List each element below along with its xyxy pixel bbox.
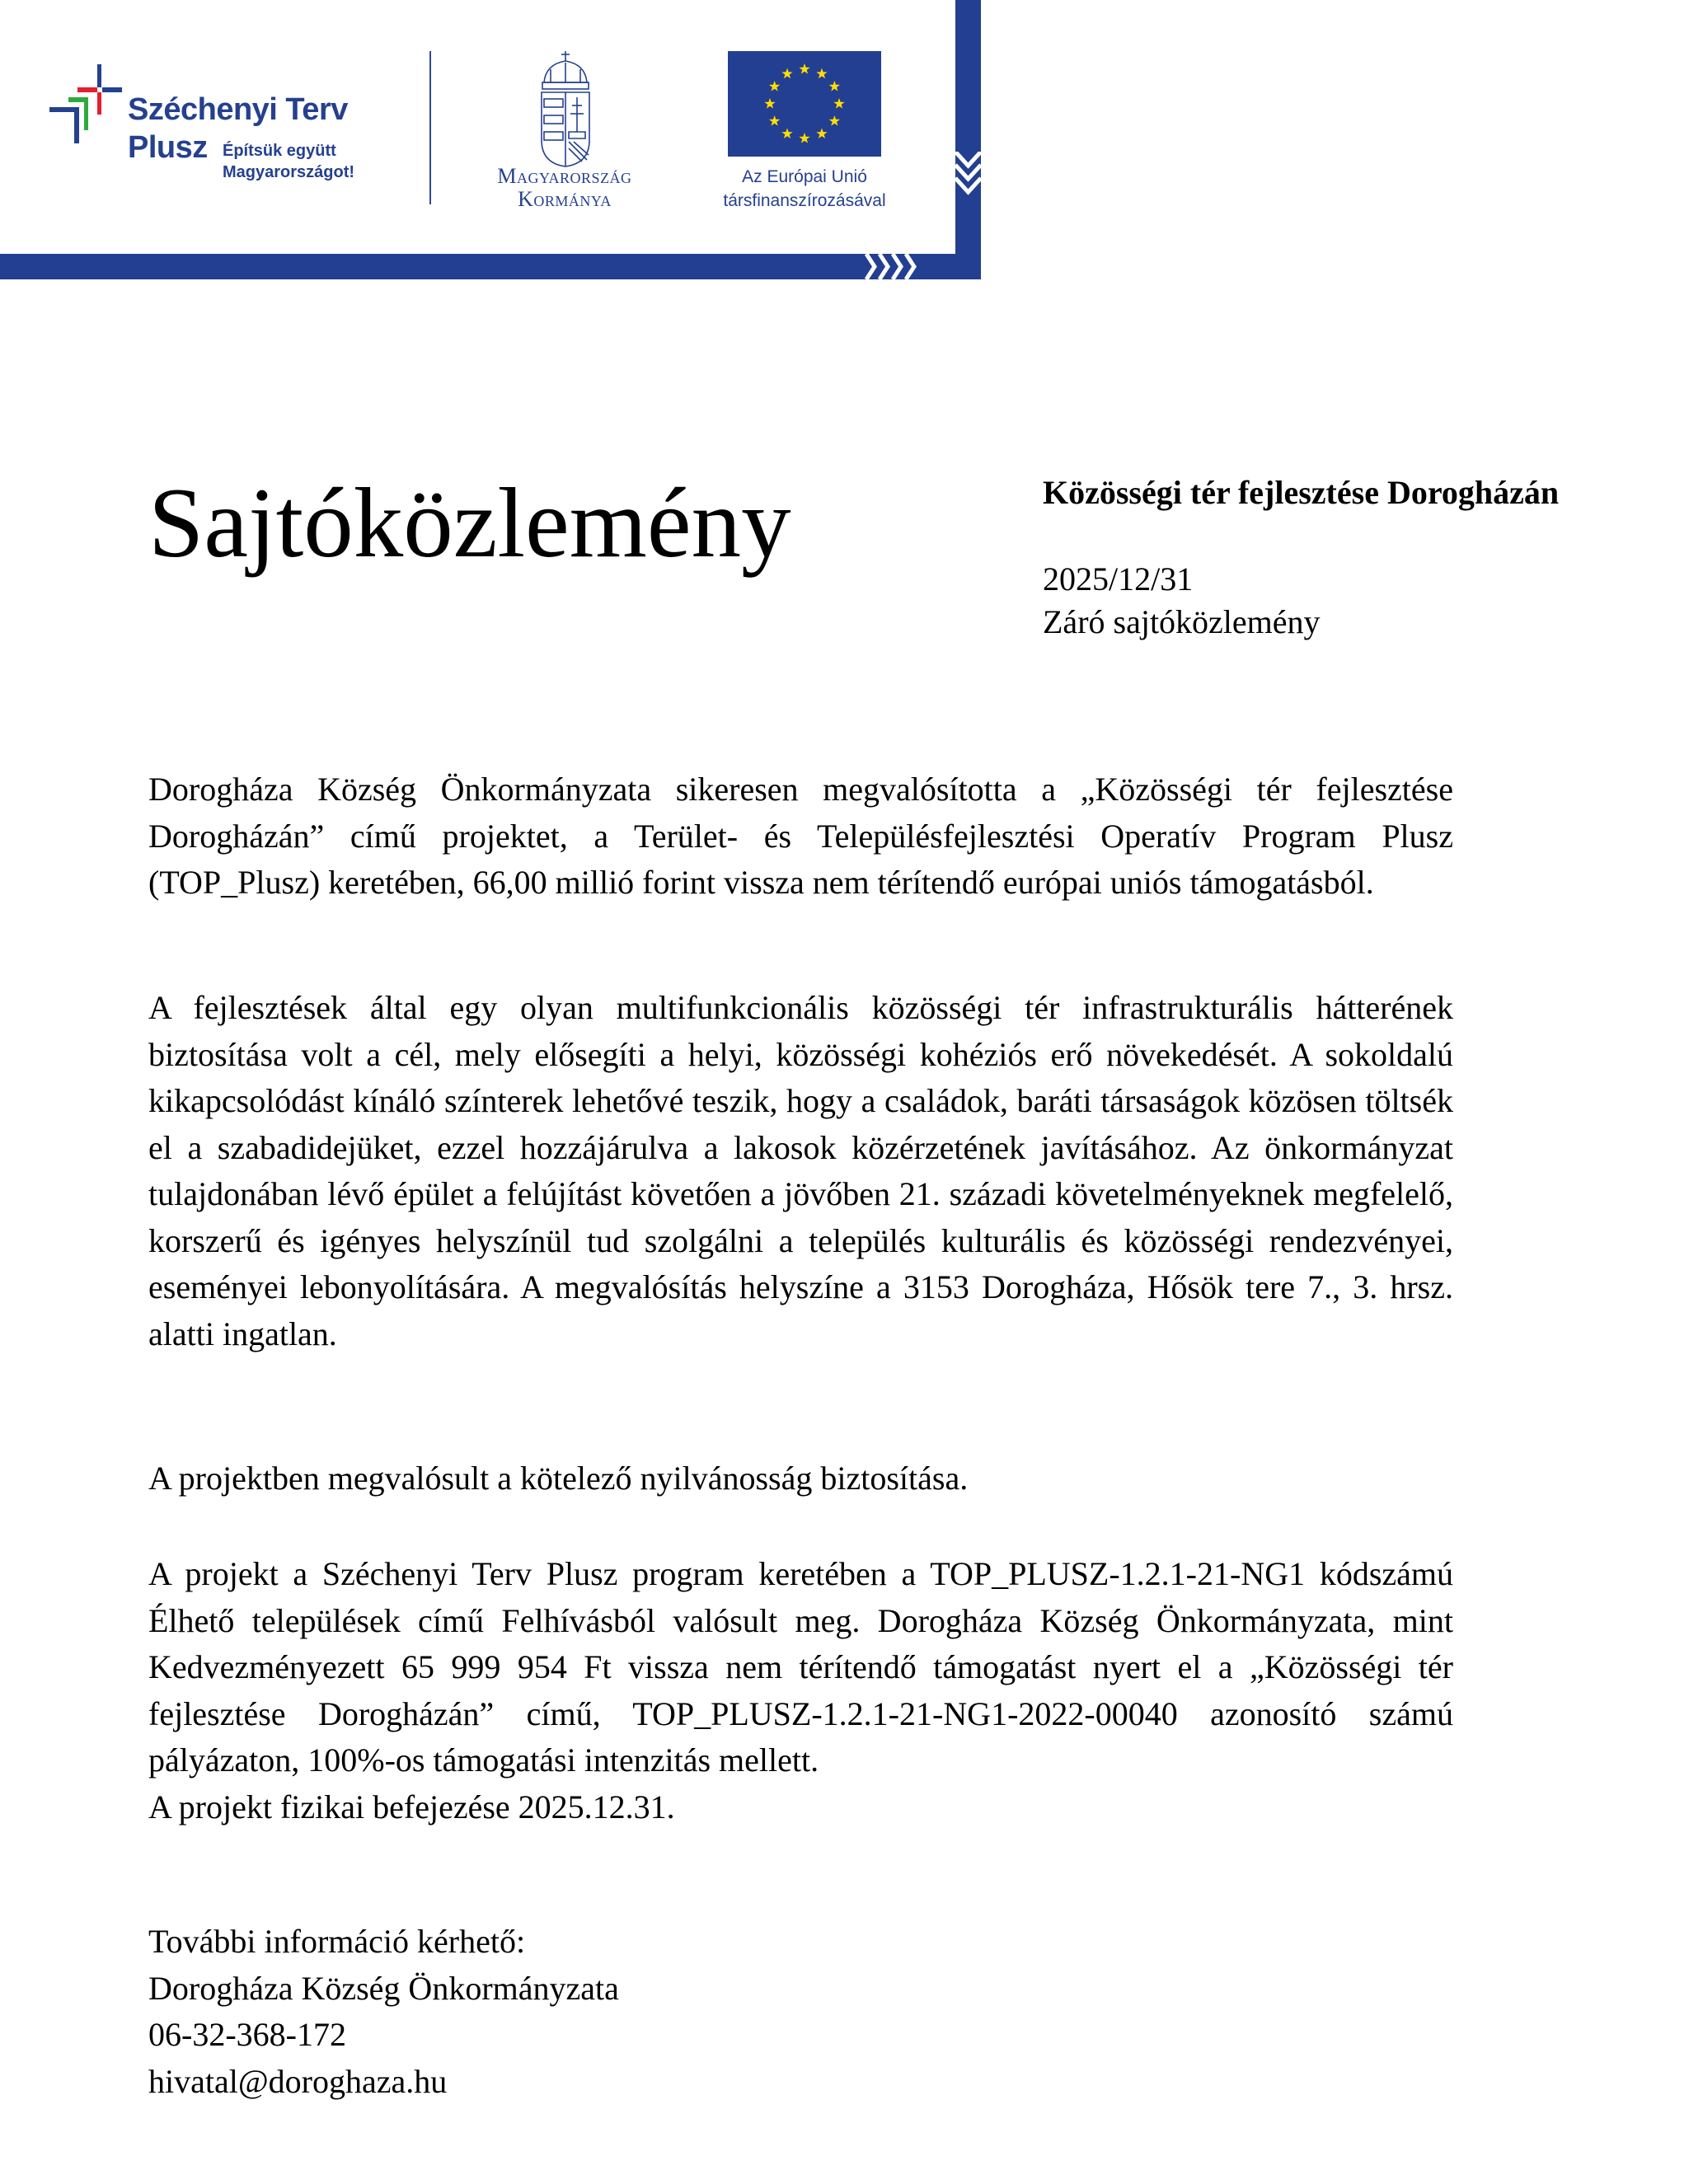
coat-of-arms-icon xyxy=(537,49,593,168)
eu-label-line2: társfinanszírozásával xyxy=(723,191,886,210)
completion-line: A projekt fizikai befejezése 2025.12.31. xyxy=(148,1788,675,1825)
eu-stars-icon xyxy=(728,51,881,157)
banner-horizontal-bar xyxy=(0,254,981,279)
contact-label: További információ kérhető: xyxy=(148,1923,526,1960)
eu-star-icon xyxy=(781,68,792,79)
eu-star-icon xyxy=(769,81,780,91)
eu-star-icon xyxy=(829,115,840,126)
logo-title: Széchenyi Terv xyxy=(128,92,348,127)
szechenyi-cross-icon xyxy=(49,61,124,143)
contact-phone: 06-32-368-172 xyxy=(148,2016,346,2053)
page-title: Sajtóközlemény xyxy=(148,468,791,579)
banner-vertical-bar xyxy=(955,0,981,279)
eu-star-icon xyxy=(769,115,780,126)
eu-star-icon xyxy=(833,98,844,109)
government-label xyxy=(470,165,659,211)
chevrons-right-icon xyxy=(864,254,930,279)
body-paragraph-3: A projektben megvalósult a kötelező nyilvánosság biztosítása. xyxy=(148,1460,969,1497)
eu-star-icon xyxy=(829,81,840,91)
logo-plusz: Plusz xyxy=(128,130,208,165)
chevrons-down-icon xyxy=(955,152,981,231)
eu-flag xyxy=(728,51,881,157)
logo-tagline-1: Építsük együtt xyxy=(223,142,336,160)
government-label-line1: Magyarország xyxy=(497,164,632,188)
contact-email[interactable]: hivatal@doroghaza.hu xyxy=(148,2062,448,2100)
project-title: Közösségi tér fejlesztése Dorogházán xyxy=(1043,474,1560,511)
eu-star-icon xyxy=(781,128,792,138)
eu-star-icon xyxy=(764,98,775,109)
funding-details: A projekt a Széchenyi Terv Plusz program keretében a TOP_PLUSZ-1.2.1-21-NG1 kódszámú Élhető települések című Felhívásból valósult meg. Dorogháza Község Önkormányzata, mint Kedvezményezett 65 999 954 Ft vissza nem térítendő támogatást nyert el a „Közösségi tér fejlesztése Dorogházán” című, TOP_PLUSZ-1.2.1-21-NG1-2022-00040 azonosító számú pályázaton, 100%-os támogatási intenzitás mellett. xyxy=(148,1555,1453,1779)
eu-label xyxy=(692,165,917,213)
eu-label-line1: Az Európai Unió xyxy=(742,167,867,186)
body-paragraph-2: A fejlesztések által egy olyan multifunkcionális közösségi tér infrastrukturális hátterének biztosítása volt a cél, mely elősegíti a helyi, közösségi kohéziós erő növekedését. A sokoldalú kikapcsolódást kínáló színterek lehetővé teszik, hogy a családok, baráti társaságok közösen töltsék el a szabadidejüket, ezzel hozzájárulva a lakosok közérzetének javításához. Az önkormányzat tulajdonában lévő épület a felújítást követően a jövőben 21. századi követelményeknek megfelelő, korszerű és igényes helyszínül tud szolgálni a település kulturális és közösségi rendezvényei, eseményei lebonyolítására. A megvalósítás helyszíne a 3153 Dorogháza, Hősök tere 7., 3. hrsz. alatti ingatlan. xyxy=(148,989,1453,1352)
eu-star-icon xyxy=(799,133,809,143)
body-paragraph-1: Dorogháza Község Önkormányzata sikeresen megvalósította a „Közösségi tér fejlesztése Dorogházán” című projektet, a Terület- és Településfejlesztési Operatív Program Plusz (TOP_Plusz) keretében, 66,00 millió forint vissza nem térítendő európai uniós támogatásból. xyxy=(148,771,1453,901)
government-label-line2: Kormánya xyxy=(518,187,612,211)
contact-organization: Dorogháza Község Önkormányzata xyxy=(148,1969,619,2007)
logo-divider xyxy=(429,51,431,204)
contact-block xyxy=(148,1919,619,2105)
press-release-date: 2025/12/31 xyxy=(1043,560,1194,598)
eu-star-icon xyxy=(816,68,827,79)
body-paragraph-4 xyxy=(148,1551,1453,1830)
document-type: Záró sajtóközlemény xyxy=(1043,603,1321,640)
eu-star-icon xyxy=(799,63,809,74)
eu-star-icon xyxy=(816,128,827,138)
logo-tagline-2: Magyarországot! xyxy=(223,163,355,181)
